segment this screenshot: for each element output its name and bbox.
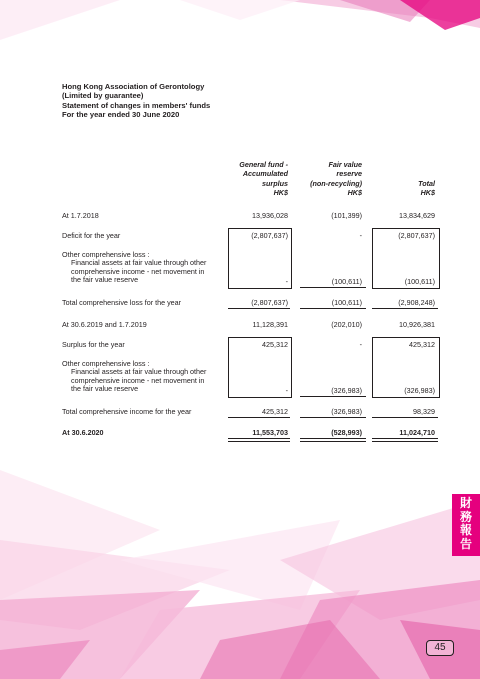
row-label: Total comprehensive income for the year	[62, 407, 192, 416]
section-tab: 財 務 報 告	[452, 494, 480, 556]
row-label: Surplus for the year	[62, 340, 125, 349]
org-name: Hong Kong Association of Gerontology	[62, 82, 205, 91]
oci-label-block: Other comprehensive loss : Financial assets at fair value through other comprehensive income - net movement in the fair value reserve	[62, 250, 207, 285]
cell-value: -	[359, 340, 362, 349]
cell-value: 11,553,703	[252, 428, 288, 437]
cell-value: 11,024,710	[399, 428, 435, 437]
cell-value: (528,993)	[331, 428, 362, 437]
cell-value: (2,908,248)	[398, 298, 435, 307]
cell-value: -	[285, 277, 288, 286]
page-number: 45	[426, 640, 454, 656]
cell-value: (326,983)	[404, 386, 435, 395]
cell-value: (100,611)	[331, 277, 362, 286]
row-label: At 1.7.2018	[62, 211, 99, 220]
cell-value: -	[359, 231, 362, 240]
cell-value: -	[285, 386, 288, 395]
col-header-total: Total HK$	[418, 178, 435, 197]
cell-value: (2,807,637)	[398, 231, 435, 240]
cell-value: (100,611)	[331, 298, 362, 307]
total-rule	[228, 417, 290, 418]
total-rule	[228, 308, 290, 309]
cell-value: 10,926,381	[399, 320, 435, 329]
cell-value: 425,312	[262, 407, 288, 416]
total-rule	[372, 417, 438, 418]
statement-header	[62, 82, 210, 120]
row-label: Total comprehensive loss for the year	[62, 298, 182, 307]
statement-period: For the year ended 30 June 2020	[62, 110, 180, 120]
cell-value: (100,611)	[404, 277, 435, 286]
row-label: At 30.6.2019 and 1.7.2019	[62, 320, 147, 329]
total-rule	[372, 308, 438, 309]
cell-value: 13,936,028	[252, 211, 288, 220]
cell-value: 13,834,629	[399, 211, 435, 220]
cell-value: (2,807,637)	[251, 298, 288, 307]
subtotal-rule	[300, 396, 366, 397]
cell-value: (326,983)	[331, 407, 362, 416]
row-label: At 30.6.2020	[62, 428, 104, 437]
subtotal-rule	[300, 287, 366, 288]
org-status: (Limited by guarantee)	[62, 91, 144, 101]
cell-value: (202,010)	[331, 320, 362, 329]
cell-value: 11,128,391	[252, 320, 288, 329]
oci-label-block: Other comprehensive loss : Financial assets at fair value through other comprehensive income - net movement in the fair value reserve	[62, 359, 207, 394]
cell-value: 425,312	[262, 340, 288, 349]
statement-title: Statement of changes in members' funds	[62, 100, 211, 110]
double-rule	[300, 438, 366, 442]
double-rule	[372, 438, 438, 442]
double-rule	[228, 438, 290, 442]
total-rule	[300, 308, 366, 309]
cell-value: (101,399)	[331, 211, 362, 220]
cell-value: 425,312	[409, 340, 435, 349]
col-header-general-fund: General fund - Accumulated surplus HK$	[239, 160, 288, 197]
total-rule	[300, 417, 366, 418]
cell-value: (326,983)	[331, 386, 362, 395]
col-header-fair-value: Fair value reserve (non-recycling) HK$	[310, 160, 362, 197]
row-label: Deficit for the year	[62, 231, 121, 240]
cell-value: 98,329	[413, 407, 435, 416]
cell-value: (2,807,637)	[251, 231, 288, 240]
